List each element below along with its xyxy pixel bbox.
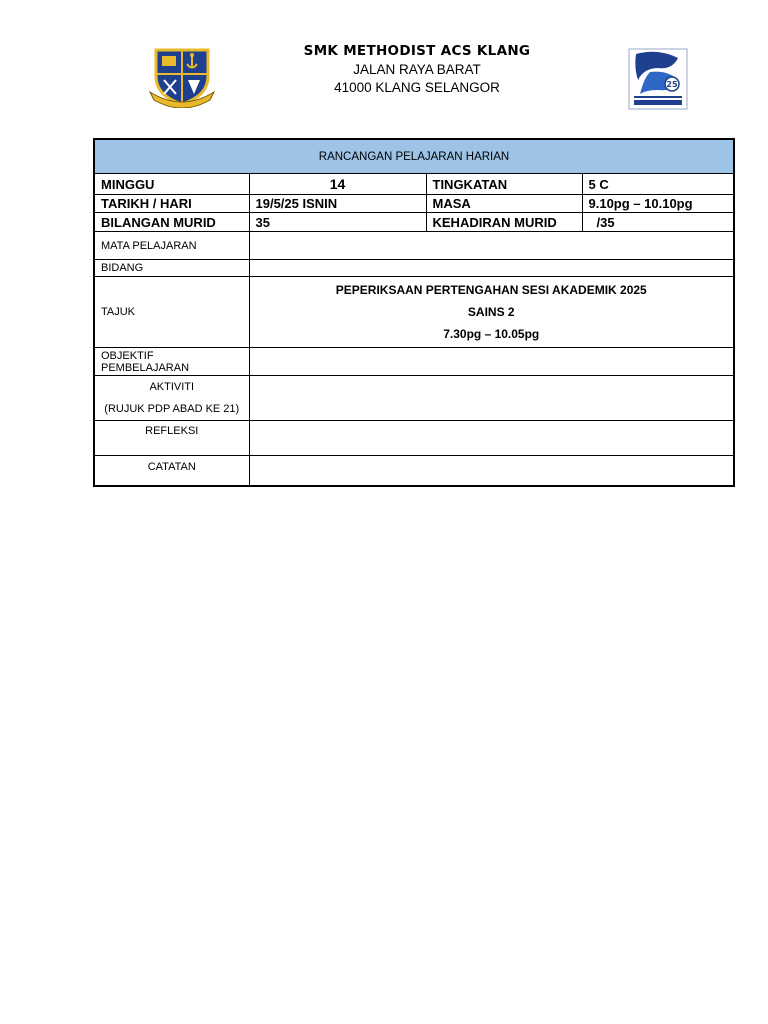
refleksi-label: REFLEKSI xyxy=(94,421,249,456)
tarikh-label: TARIKH / HARI xyxy=(94,195,249,213)
lesson-plan-table xyxy=(93,138,735,487)
mata-pelajaran-label: MATA PELAJARAN xyxy=(94,232,249,260)
aktiviti-sub-label: (RUJUK PDP ABAD KE 21) xyxy=(104,403,240,415)
kehadiran-murid-label: KEHADIRAN MURID xyxy=(426,213,582,232)
masa-label: MASA xyxy=(426,195,582,213)
tarikh-value[interactable]: 19/5/25 ISNIN xyxy=(249,195,426,213)
bidang-value[interactable] xyxy=(249,260,734,277)
tajuk-line-1: PEPERIKSAAN PERTENGAHAN SESI AKADEMIK 2025 xyxy=(335,283,647,297)
aktiviti-label-cell xyxy=(94,376,249,421)
bidang-label: BIDANG xyxy=(94,260,249,277)
tingkatan-label: TINGKATAN xyxy=(426,174,582,195)
masa-value[interactable]: 9.10pg – 10.10pg xyxy=(582,195,734,213)
letterhead xyxy=(0,0,768,130)
catatan-value[interactable] xyxy=(249,456,734,486)
aktiviti-label: AKTIVITI xyxy=(149,381,195,393)
tingkatan-value[interactable]: 5 C xyxy=(582,174,734,195)
ministry-25-badge-icon xyxy=(628,48,688,110)
address-line-2: 41000 KLANG SELANGOR xyxy=(334,80,500,95)
school-crest-icon xyxy=(148,46,216,108)
tajuk-label: TAJUK xyxy=(94,277,249,348)
catatan-label: CATATAN xyxy=(94,456,249,486)
tajuk-line-3: 7.30pg – 10.05pg xyxy=(443,327,540,341)
svg-text:25: 25 xyxy=(666,80,678,89)
address-line-1: JALAN RAYA BARAT xyxy=(353,62,481,77)
form-title: RANCANGAN PELAJARAN HARIAN xyxy=(94,139,734,174)
refleksi-value[interactable] xyxy=(249,421,734,456)
minggu-value[interactable]: 14 xyxy=(249,174,426,195)
tajuk-value[interactable] xyxy=(249,277,734,348)
kehadiran-murid-value[interactable]: /35 xyxy=(582,213,734,232)
school-name: SMK METHODIST ACS KLANG xyxy=(303,43,531,59)
aktiviti-value[interactable] xyxy=(249,376,734,421)
bilangan-murid-label: BILANGAN MURID xyxy=(94,213,249,232)
minggu-label: MINGGU xyxy=(94,174,249,195)
objektif-label: OBJEKTIF PEMBELAJARAN xyxy=(94,348,249,376)
bilangan-murid-value[interactable]: 35 xyxy=(249,213,426,232)
tajuk-line-2: SAINS 2 xyxy=(467,305,515,319)
objektif-value[interactable] xyxy=(249,348,734,376)
mata-pelajaran-value[interactable] xyxy=(249,232,734,260)
